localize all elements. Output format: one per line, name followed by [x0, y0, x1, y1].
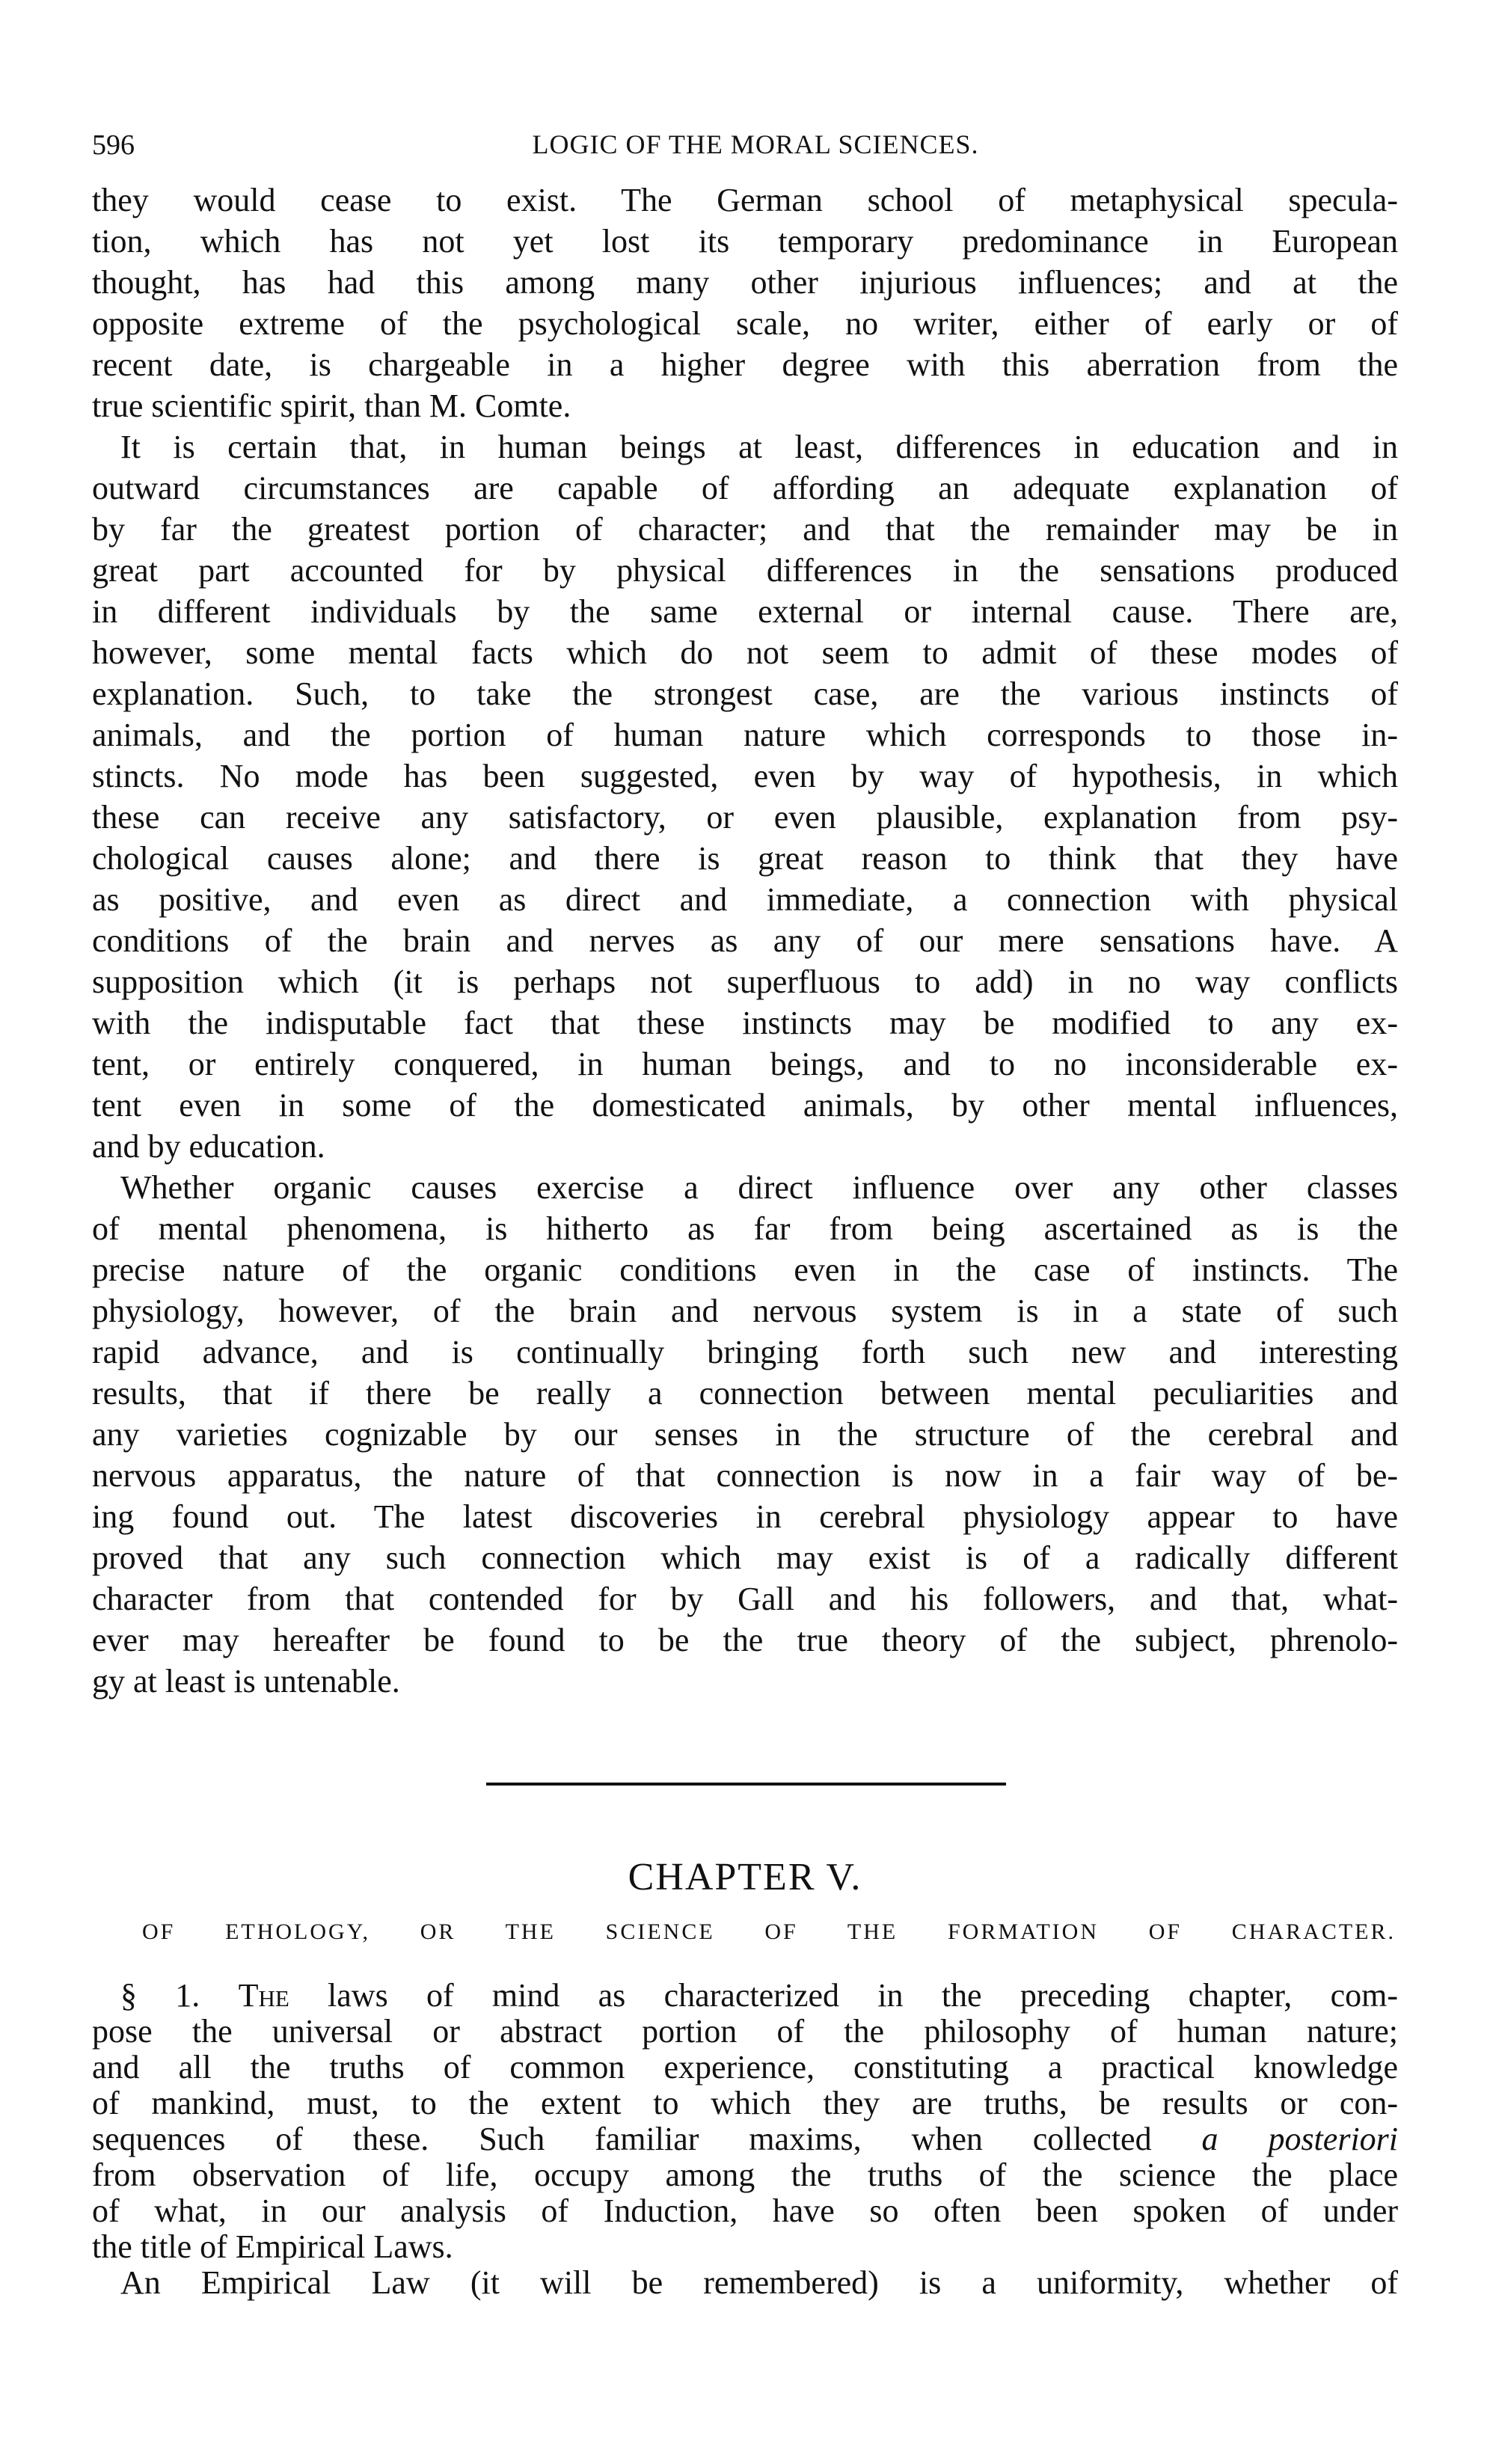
text-line: [92, 1978, 1398, 2014]
chapter-subtitle: OF ETHOLOGY, OR THE SCIENCE OF THE FORMATION OF CHARACTER.: [142, 1919, 1396, 1944]
text-line: pose the universal or abstract portion of the philosophy of human nature;: [92, 2013, 1398, 2050]
text-line: they would cease to exist. The German school of metaphysical specula-: [92, 182, 1398, 218]
text-line: from observation of life, occupy among the truths of the science the place: [92, 2157, 1398, 2193]
text-line: supposition which (it is perhaps not superfluous to add) in no way conflicts: [92, 963, 1398, 1000]
text-line: results, that if there be really a connection between mental peculiarities and: [92, 1375, 1398, 1412]
text-line: tent even in some of the domesticated animals, by other mental influences,: [92, 1087, 1398, 1124]
line-text: laws of mind as characterized in the preceding chapter, com-: [328, 1977, 1398, 2014]
text-line: any varieties cognizable by our senses in the structure of the cerebral and: [92, 1416, 1398, 1453]
text-line: physiology, however, of the brain and nervous system is in a state of such: [92, 1293, 1398, 1329]
text-line: [92, 2121, 1398, 2157]
text-line: the title of Empirical Laws.: [92, 2228, 453, 2265]
text-line: An Empirical Law (it will be remembered) is a uniformity, whether of: [120, 2264, 1398, 2301]
text-line: of mankind, must, to the extent to which they are truths, be results or con-: [92, 2085, 1398, 2121]
page-number: 596: [92, 129, 135, 161]
line-text: sequences of these. Such familiar maxims, when collected: [92, 2121, 1152, 2157]
section-divider: [486, 1783, 1006, 1786]
lead-word: The: [238, 1977, 289, 2014]
text-line: outward circumstances are capable of affording an adequate explanation of: [92, 470, 1398, 506]
text-line: rapid advance, and is continually bringing forth such new and interesting: [92, 1334, 1398, 1370]
text-line: nervous apparatus, the nature of that connection is now in a fair way of be-: [92, 1457, 1398, 1494]
text-line: true scientific spirit, than M. Comte.: [92, 387, 571, 424]
section-mark: § 1.: [120, 1977, 200, 2014]
text-line: It is certain that, in human beings at least, differences in education and in: [120, 429, 1398, 465]
running-head: LOGIC OF THE MORAL SCIENCES.: [532, 129, 979, 159]
text-line: of mental phenomena, is hitherto as far from being ascertained as is the: [92, 1210, 1398, 1247]
text-line: tion, which has not yet lost its temporary predominance in European: [92, 223, 1398, 260]
text-line: stincts. No mode has been suggested, even by way of hypothesis, in which: [92, 758, 1398, 794]
text-line: these can receive any satisfactory, or even plausible, explanation from psy-: [92, 799, 1398, 836]
text-line: gy at least is untenable.: [92, 1663, 400, 1700]
text-line: ing found out. The latest discoveries in cerebral physiology appear to have: [92, 1498, 1398, 1535]
text-line: Whether organic causes exercise a direct influence over any other classes: [120, 1169, 1398, 1206]
section-1-text: [92, 1978, 1398, 2301]
text-line: ever may hereafter be found to be the true theory of the subject, phrenolo-: [92, 1622, 1398, 1658]
text-line: as positive, and even as direct and immediate, a connection with physical: [92, 881, 1398, 918]
text-line: tent, or entirely conquered, in human beings, and to no inconsiderable ex-: [92, 1046, 1398, 1082]
chapter-title: CHAPTER V.: [628, 1856, 862, 1898]
text-line: by far the greatest portion of character; and that the remainder may be in: [92, 511, 1398, 548]
text-line: and by education.: [92, 1128, 325, 1165]
text-line: with the indisputable fact that these instincts may be modified to any ex-: [92, 1005, 1398, 1041]
text-line: opposite extreme of the psychological scale, no writer, either of early or of: [92, 305, 1398, 342]
text-line: chological causes alone; and there is great reason to think that they have: [92, 840, 1398, 877]
text-line: however, some mental facts which do not seem to admit of these modes of: [92, 634, 1398, 671]
text-line: precise nature of the organic conditions even in the case of instincts. The: [92, 1251, 1398, 1288]
text-line: animals, and the portion of human nature which corresponds to those in-: [92, 717, 1398, 753]
text-line: character from that contended for by Gall and his followers, and that, what-: [92, 1581, 1398, 1617]
text-line: conditions of the brain and nerves as any of our mere sensations have. A: [92, 922, 1398, 959]
text-line: in different individuals by the same external or internal cause. There are,: [92, 593, 1398, 630]
body-text: [92, 180, 1398, 1702]
text-line: explanation. Such, to take the strongest case, are the various instincts of: [92, 675, 1398, 712]
text-line: and all the truths of common experience, constituting a practical knowledge: [92, 2049, 1398, 2085]
text-line: thought, has had this among many other injurious influences; and at the: [92, 264, 1398, 301]
text-line: recent date, is chargeable in a higher degree with this aberration from the: [92, 346, 1398, 383]
text-line: proved that any such connection which may exist is of a radically different: [92, 1539, 1398, 1576]
text-line: of what, in our analysis of Induction, have so often been spoken of under: [92, 2192, 1398, 2229]
text-line: great part accounted for by physical differences in the sensations produced: [92, 552, 1398, 589]
italic-phrase: a posteriori: [1201, 2121, 1399, 2157]
